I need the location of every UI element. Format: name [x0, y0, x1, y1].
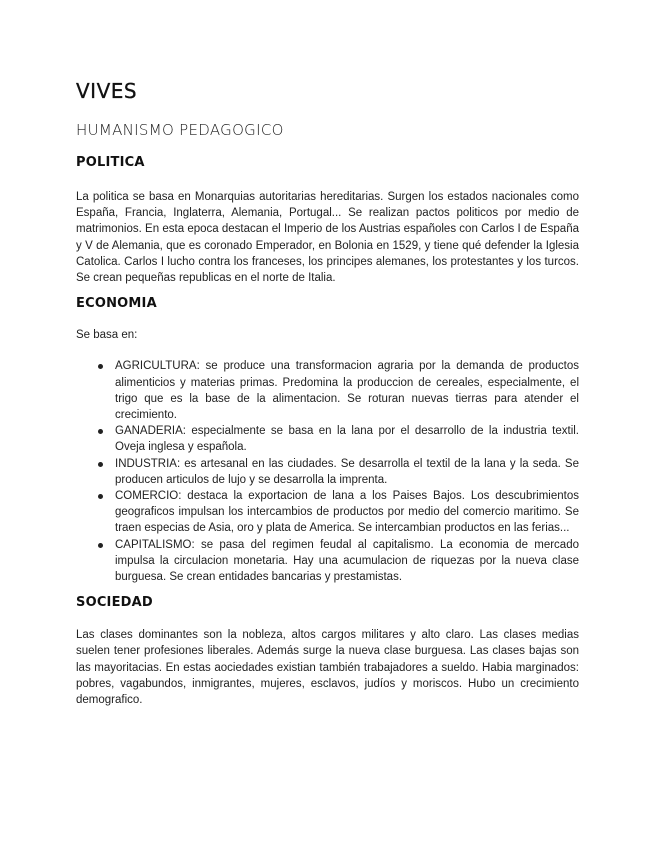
list-item — [76, 488, 579, 537]
list-item-text: COMERCIO: destaca la exportacion de lana a los Paises Bajos. Los descubrimientos geograficos impulsan los intercambios de productos por medio del comercio maritimo. Se traen especias de Asia, oro y plata de America. Se intercambian productos en las ferias... — [115, 490, 579, 535]
bullet-icon — [98, 543, 103, 548]
list-item — [76, 423, 579, 455]
section-heading-sociedad: SOCIEDAD — [76, 595, 153, 611]
list-item-text: GANADERIA: especialmente se basa en la lana por el desarrollo de la industria textil. Oveja inglesa y española. — [115, 425, 579, 454]
document-title: VIVES — [76, 79, 138, 103]
list-item — [76, 537, 579, 586]
economia-intro: Se basa en: — [76, 329, 138, 342]
bullet-icon — [98, 364, 103, 369]
economia-bullet-list — [76, 358, 579, 585]
section-heading-politica: POLITICA — [76, 155, 145, 170]
section-heading-economia: ECONOMIA — [76, 296, 157, 312]
list-item-text: INDUSTRIA: es artesanal en las ciudades. Se desarrolla el textil de la lana y la seda. Se producen articulos de lujo y se desarrolla la imprenta. — [115, 457, 579, 486]
document-subtitle: HUMANISMO PEDAGOGICO — [76, 121, 284, 139]
sociedad-paragraph: Las clases dominantes son la nobleza, altos cargos militares y alto claro. Las clases medias suelen tener profesiones liberales. Además surge la nueva clase burguesa. Las clases bajas son las mayoritacias. En estas aociedades existian también trabajadores a sueldo. Habia marginados: pobres, vagabundos, inmigrantes, mujeres, esclavos, judíos y moriscos. Hubo un crecimiento demografico. — [76, 629, 579, 707]
bullet-icon — [98, 429, 103, 434]
list-item — [76, 456, 579, 488]
bullet-icon — [98, 462, 103, 467]
politica-paragraph: La politica se basa en Monarquias autoritarias hereditarias. Surgen los estados nacionales como España, Francia, Inglaterra, Alemania, Portugal... Se realizan pactos politicos por medio de matrimonios. En esta epoca destacan el Imperio de los Austrias españoles con Carlos I de España y V de Alemania, que es coronado Emperador, en Bolonia en 1529, y tiene qué defender la Iglesia Catolica. Carlos I lucho contra los franceses, los principes alemanes, los protestantes y los turcos. Se crean pequeñas republicas en el norte de Italia. — [76, 191, 579, 285]
list-item — [76, 358, 579, 423]
list-item-text: CAPITALISMO: se pasa del regimen feudal al capitalismo. La economia de mercado impulsa la circulacion monetaria. Hay una acumulacion de riquezas por la nueva clase burguesa. Se crean entidades bancarias y prestamistas. — [115, 538, 579, 584]
document-page — [76, 78, 579, 708]
list-item-text: AGRICULTURA: se produce una transformacion agraria por la demanda de productos alimenticios y materias primas. Predomina la produccion de cereales, especialmente, el trigo que es la base de la alimentacion. Se roturan nuevas tierras para atender el crecimiento. — [115, 360, 579, 422]
bullet-icon — [98, 494, 103, 499]
